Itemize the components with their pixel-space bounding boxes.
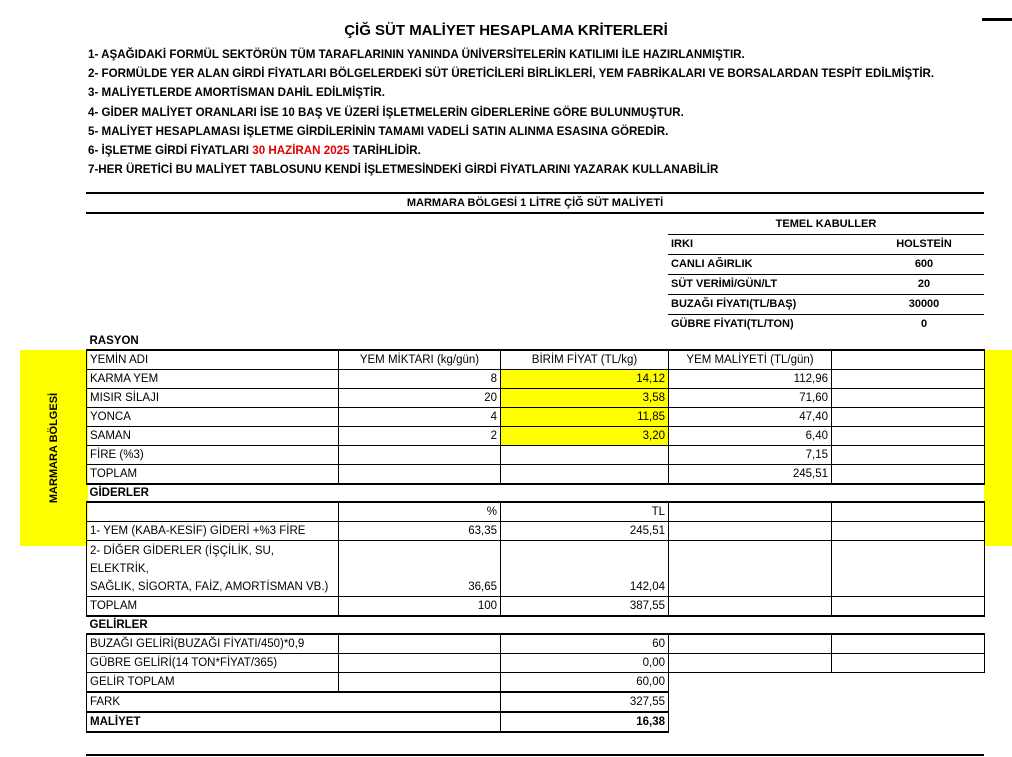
fire-label: FİRE (%3) bbox=[87, 446, 339, 465]
col-header-pct: % bbox=[339, 502, 501, 522]
table-row bbox=[87, 370, 985, 389]
feed-qty: 4 bbox=[339, 408, 501, 427]
col-header: YEM MALİYETİ (TL/gün) bbox=[669, 350, 832, 370]
tk-label: IRKI bbox=[668, 235, 864, 255]
tk-value: 20 bbox=[864, 275, 984, 295]
tk-label: CANLI AĞIRLIK bbox=[668, 255, 864, 275]
feed-qty: 20 bbox=[339, 389, 501, 408]
empty-cell bbox=[669, 541, 832, 597]
feed-cost: 47,40 bbox=[669, 408, 832, 427]
region-side-text: MARMARA BÖLGESİ bbox=[48, 392, 61, 504]
expense-pct: 36,65 bbox=[339, 541, 501, 597]
expense-line: 2- DİĞER GİDERLER (İŞÇİLİK, SU, ELEKTRİK, bbox=[90, 545, 275, 575]
table-row bbox=[87, 673, 985, 693]
expense-line: SAĞLIK, SİGORTA, FAİZ, AMORTİSMAN VB.) bbox=[90, 581, 329, 593]
empty-cell bbox=[669, 654, 832, 673]
criteria-item: 5- MALİYET HESAPLAMASI İŞLETME GİRDİLERİNİN TAMAMI VADELİ SATIN ALINMA ESASINA GÖREDİR. bbox=[88, 124, 669, 138]
tk-value: 600 bbox=[864, 255, 984, 275]
income-label: GELİR TOPLAM bbox=[87, 673, 339, 693]
feed-cost: 71,60 bbox=[669, 389, 832, 408]
table-row bbox=[87, 692, 985, 712]
page-title: ÇİĞ SÜT MALİYET HESAPLAMA KRİTERLERİ bbox=[344, 22, 668, 39]
empty-cell bbox=[339, 465, 501, 485]
maliyet-value: 16,38 bbox=[501, 712, 669, 732]
empty-cell bbox=[669, 673, 832, 693]
table-row bbox=[87, 389, 985, 408]
table-header-row bbox=[87, 350, 985, 370]
table-row bbox=[668, 255, 984, 275]
region-side-label bbox=[20, 350, 88, 546]
empty-cell bbox=[832, 597, 985, 617]
criteria6-date: 30 HAZİRAN 2025 bbox=[252, 143, 350, 157]
cost-table bbox=[86, 333, 985, 733]
empty-cell bbox=[832, 389, 985, 408]
feed-qty: 2 bbox=[339, 427, 501, 446]
tk-value: 0 bbox=[864, 315, 984, 335]
feed-price[interactable]: 3,58 bbox=[501, 389, 669, 408]
fark-value: 327,55 bbox=[501, 692, 669, 712]
empty-cell bbox=[832, 446, 985, 465]
expense-total-label: TOPLAM bbox=[87, 597, 339, 617]
section-top-rule bbox=[86, 192, 984, 194]
empty-cell bbox=[669, 692, 832, 712]
maliyet-label: MALİYET bbox=[87, 712, 501, 732]
table-row bbox=[87, 465, 985, 485]
gelirler-title: GELİRLER bbox=[87, 616, 985, 634]
table-row bbox=[668, 235, 984, 255]
empty-cell bbox=[669, 522, 832, 541]
empty-cell bbox=[832, 522, 985, 541]
empty-cell bbox=[832, 654, 985, 673]
table-row bbox=[668, 295, 984, 315]
empty-cell bbox=[832, 673, 985, 693]
expense-label-multiline bbox=[87, 541, 339, 597]
col-header: BİRİM FİYAT (TL/kg) bbox=[501, 350, 669, 370]
col-header: YEM MİKTARI (kg/gün) bbox=[339, 350, 501, 370]
criteria6-prefix: 6- İŞLETME GİRDİ FİYATLARI bbox=[88, 143, 253, 157]
tk-value: 30000 bbox=[864, 295, 984, 315]
empty-cell bbox=[87, 502, 339, 522]
rasyon-total-cost: 245,51 bbox=[669, 465, 832, 485]
giderler-title: GİDERLER bbox=[87, 484, 985, 502]
col-header: YEMİN ADI bbox=[87, 350, 339, 370]
empty-cell bbox=[501, 446, 669, 465]
table-row bbox=[87, 597, 985, 617]
empty-cell bbox=[832, 350, 985, 370]
criteria-item: 4- GİDER MALİYET ORANLARI İSE 10 BAŞ VE ÜZERİ İŞLETMELERİN GİDERLERİNE GÖRE BULUNMUŞTUR. bbox=[88, 105, 684, 119]
bottom-rule bbox=[86, 754, 984, 756]
temel-kabuller-header: TEMEL KABULLER bbox=[775, 218, 877, 230]
empty-cell bbox=[669, 634, 832, 654]
expense-tl: 245,51 bbox=[501, 522, 669, 541]
expense-tl: 142,04 bbox=[501, 541, 669, 597]
fark-label: FARK bbox=[87, 692, 501, 712]
col-header-tl: TL bbox=[501, 502, 669, 522]
table-row bbox=[668, 315, 984, 335]
empty-cell bbox=[832, 692, 985, 712]
feed-name: SAMAN bbox=[87, 427, 339, 446]
rasyon-title: RASYON bbox=[89, 335, 139, 347]
rasyon-total-label: TOPLAM bbox=[87, 465, 339, 485]
feed-price[interactable]: 3,20 bbox=[501, 427, 669, 446]
table-row bbox=[87, 634, 985, 654]
income-value: 60 bbox=[501, 634, 669, 654]
empty-cell bbox=[669, 502, 832, 522]
empty-cell bbox=[669, 597, 832, 617]
table-row bbox=[87, 541, 985, 597]
table-header-row bbox=[87, 502, 985, 522]
income-label: GÜBRE GELİRİ(14 TON*FİYAT/365) bbox=[87, 654, 339, 673]
table-row bbox=[87, 427, 985, 446]
table-row bbox=[87, 522, 985, 541]
table-row bbox=[87, 654, 985, 673]
empty-cell bbox=[669, 712, 832, 732]
right-yellow-band bbox=[984, 350, 1012, 546]
empty-cell bbox=[832, 634, 985, 654]
feed-cost: 6,40 bbox=[669, 427, 832, 446]
income-label: BUZAĞI GELİRİ(BUZAĞI FİYATI/450)*0,9 bbox=[87, 634, 339, 654]
criteria-item: 1- AŞAĞIDAKİ FORMÜL SEKTÖRÜN TÜM TARAFLARININ YANINDA ÜNİVERSİTELERİN KATILIMI İLE HAZIRLANMIŞTIR. bbox=[88, 48, 745, 61]
empty-cell bbox=[832, 502, 985, 522]
table-row bbox=[87, 712, 985, 732]
tk-label: GÜBRE FİYATI(TL/TON) bbox=[668, 315, 864, 335]
table-row bbox=[87, 446, 985, 465]
feed-price[interactable]: 11,85 bbox=[501, 408, 669, 427]
feed-name: KARMA YEM bbox=[87, 370, 339, 389]
income-value: 0,00 bbox=[501, 654, 669, 673]
criteria-item: 2- FORMÜLDE YER ALAN GİRDİ FİYATLARI BÖLGELERDEKİ SÜT ÜRETİCİLERİ BİRLİKLERİ, YEM FABRİKALARI VE BORSALARDAN TESPİT EDİLMİŞTİR. bbox=[88, 67, 935, 81]
empty-cell bbox=[501, 465, 669, 485]
expense-pct: 63,35 bbox=[339, 522, 501, 541]
empty-cell bbox=[832, 408, 985, 427]
tk-label: BUZAĞI FİYATI(TL/BAŞ) bbox=[668, 295, 864, 315]
criteria6-suffix: TARİHLİDİR. bbox=[349, 143, 421, 157]
expense-label: 1- YEM (KABA-KESİF) GİDERİ +%3 FİRE bbox=[87, 522, 339, 541]
temel-kabuller-table bbox=[668, 215, 984, 334]
empty-cell bbox=[832, 541, 985, 597]
empty-cell bbox=[832, 370, 985, 389]
criteria-item-date bbox=[88, 141, 934, 160]
tk-value: HOLSTEİN bbox=[864, 235, 984, 255]
empty-cell bbox=[339, 654, 501, 673]
criteria-list bbox=[88, 45, 934, 179]
empty-cell bbox=[832, 465, 985, 485]
tk-label: SÜT VERİMİ/GÜN/LT bbox=[668, 275, 864, 295]
table-row bbox=[87, 408, 985, 427]
empty-cell bbox=[339, 446, 501, 465]
empty-cell bbox=[832, 427, 985, 446]
criteria-item: 7-HER ÜRETİCİ BU MALİYET TABLOSUNU KENDİ İŞLETMESİNDEKİ GİRDİ FİYATLARINI YAZARAK KULLANABİLİR bbox=[88, 163, 719, 177]
corner-dash bbox=[982, 18, 1012, 21]
empty-cell bbox=[339, 673, 501, 693]
fire-cost: 7,15 bbox=[669, 446, 832, 465]
criteria-item: 3- MALİYETLERDE AMORTİSMAN DAHİL EDİLMİŞTİR. bbox=[88, 86, 385, 100]
feed-name: YONCA bbox=[87, 408, 339, 427]
feed-cost: 112,96 bbox=[669, 370, 832, 389]
feed-price[interactable]: 14,12 bbox=[501, 370, 669, 389]
section-bottom-rule bbox=[86, 212, 984, 214]
expense-total-tl: 387,55 bbox=[501, 597, 669, 617]
empty-cell bbox=[339, 634, 501, 654]
income-value: 60,00 bbox=[501, 673, 669, 693]
feed-name: MISIR SİLAJI bbox=[87, 389, 339, 408]
table-row bbox=[668, 275, 984, 295]
feed-qty: 8 bbox=[339, 370, 501, 389]
empty-cell bbox=[832, 712, 985, 732]
expense-total-pct: 100 bbox=[339, 597, 501, 617]
section-title: MARMARA BÖLGESİ 1 LİTRE ÇİĞ SÜT MALİYETİ bbox=[406, 197, 664, 209]
